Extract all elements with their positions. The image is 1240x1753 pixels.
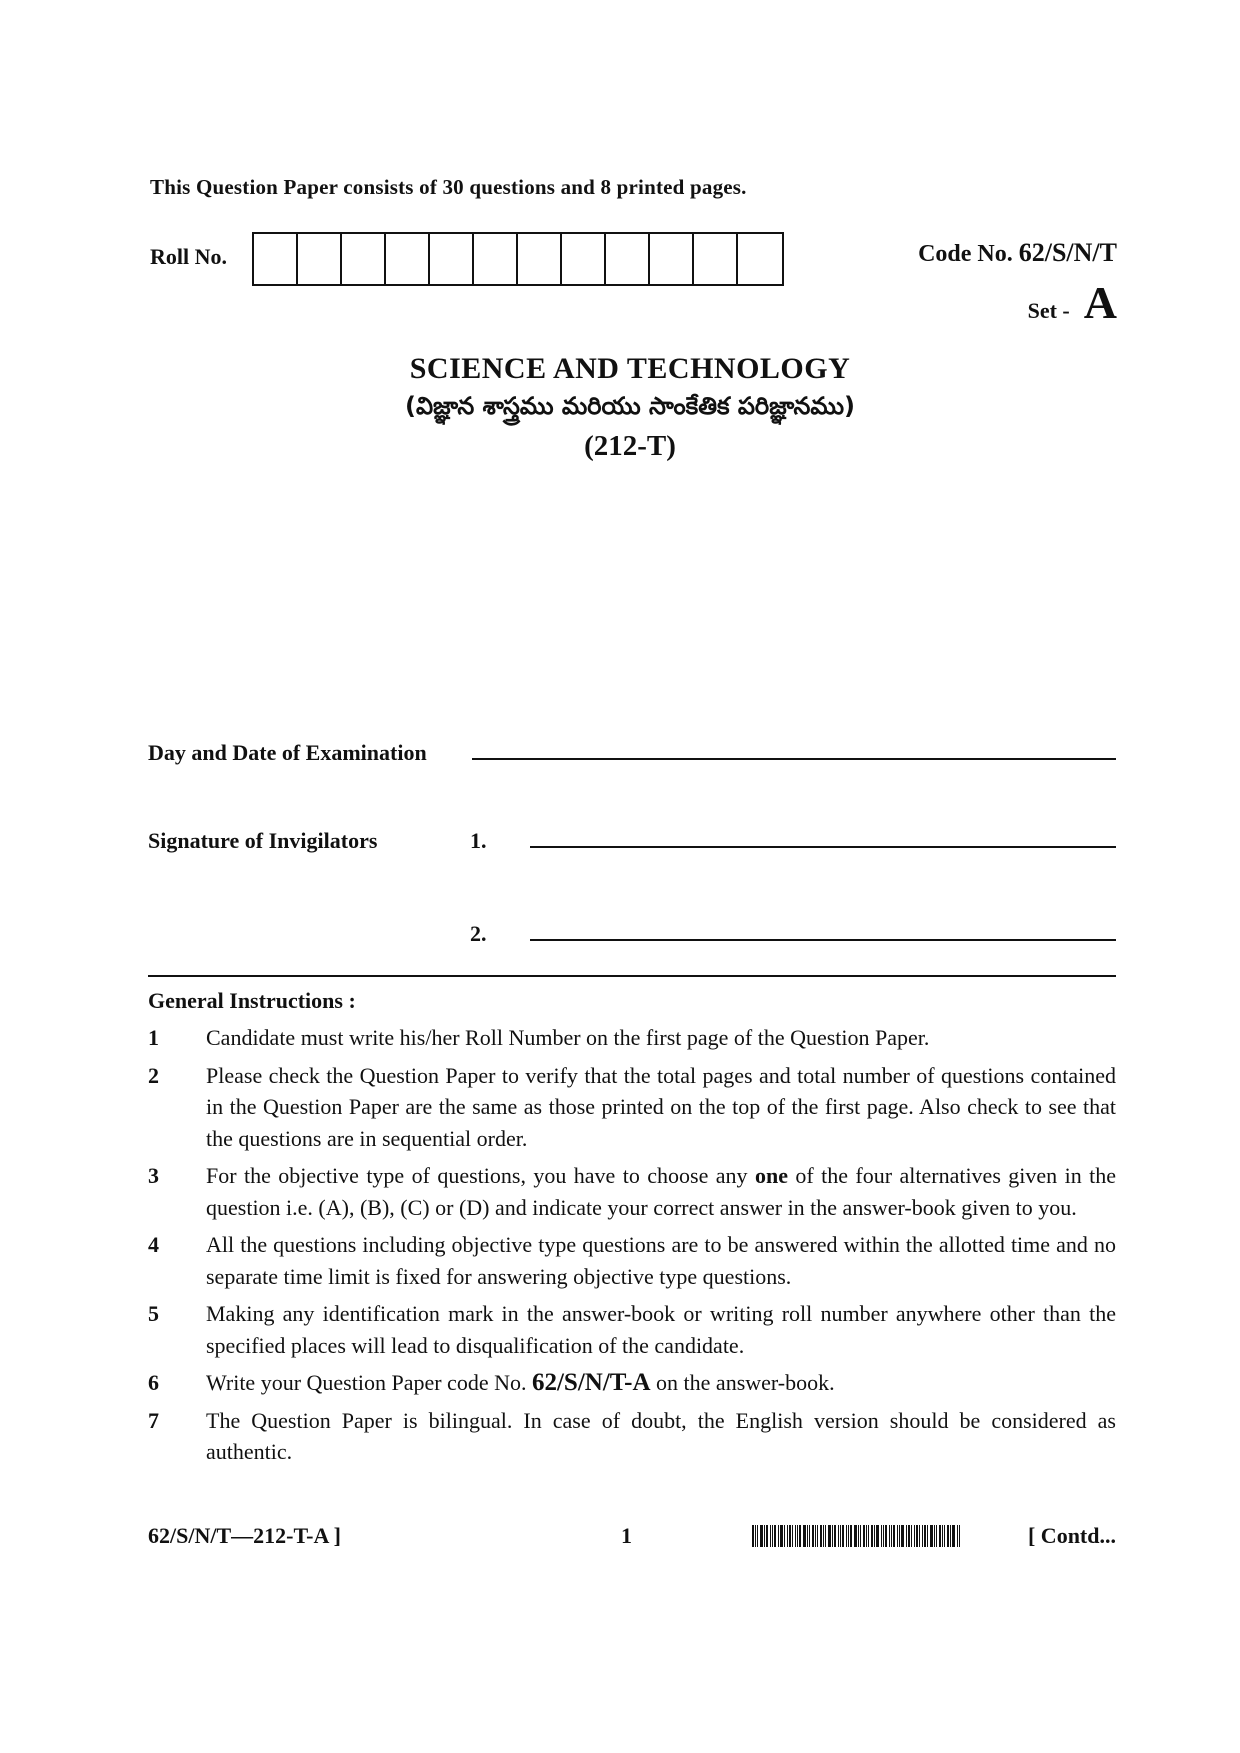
barcode-bar <box>760 1525 763 1547</box>
instruction-text: Write your Question Paper code No. 62/S/N/T-A on the answer-book. <box>206 1369 835 1396</box>
subject-title-telugu: (విజ్ఞాన శాస్త్రము మరియు సాంకేతిక పరిజ్ఞానము) <box>404 392 856 420</box>
answer-book-code: 62/S/N/T-A <box>531 1369 651 1396</box>
barcode-bar <box>889 1525 890 1547</box>
subject-title: SCIENCE AND TECHNOLOGY <box>409 352 851 385</box>
roll-number-box[interactable] <box>298 234 342 284</box>
barcode-bar <box>797 1525 798 1547</box>
barcode-bar <box>947 1525 949 1547</box>
barcode-bar <box>881 1525 882 1547</box>
roll-number-box[interactable] <box>518 234 562 284</box>
barcode-bar <box>792 1525 793 1547</box>
barcode-bar <box>911 1525 912 1547</box>
code-label: Code No. <box>918 241 1013 267</box>
barcode-bar <box>757 1525 758 1547</box>
instruction-number: 6 <box>148 1370 159 1395</box>
invigilator-1-signature-line[interactable] <box>530 846 1116 848</box>
instruction-item <box>148 1060 1116 1155</box>
instruction-text: For the objective type of questions, you have to choose any one of the four alternatives given in the question i.e. (A), (B), (C) or (D) and indicate your correct answer in the answer-book given to you. <box>206 1163 1116 1220</box>
barcode-bar <box>803 1525 806 1547</box>
barcode-bar <box>809 1525 810 1547</box>
barcode-bar <box>893 1525 895 1547</box>
roll-number-box[interactable] <box>562 234 606 284</box>
barcode-bar <box>807 1525 808 1547</box>
instruction-item <box>148 1367 1116 1399</box>
barcode-bar <box>883 1525 884 1547</box>
roll-number-box[interactable] <box>738 234 782 284</box>
barcode-bar <box>914 1525 915 1547</box>
barcode-bar <box>906 1525 907 1547</box>
barcode-bar <box>770 1525 771 1547</box>
barcode-image <box>752 1525 990 1547</box>
instruction-text: All the questions including objective type questions are to be answered within the allotted time and no separate time limit is fixed for answering objective type questions. <box>206 1232 1116 1289</box>
roll-number-label: Roll No. <box>150 244 227 269</box>
set-label: Set - <box>1027 298 1070 323</box>
instruction-number: 4 <box>148 1232 159 1257</box>
roll-number-box[interactable] <box>254 234 298 284</box>
barcode-bar <box>959 1525 960 1547</box>
barcode-bar <box>934 1525 935 1547</box>
roll-number-box[interactable] <box>430 234 474 284</box>
barcode-bar <box>876 1525 879 1547</box>
barcode-bar <box>787 1525 788 1547</box>
barcode-bar <box>850 1525 852 1547</box>
instruction-text: Please check the Question Paper to verify that the total pages and total number of questions contained in the Question Paper are the same as those printed on the top of the first page. Also check to see that the questions are in sequential order. <box>206 1062 1116 1151</box>
barcode-bar <box>840 1525 841 1547</box>
barcode-bar <box>901 1525 904 1547</box>
exam-date-label: Day and Date of Examination <box>148 740 427 765</box>
barcode-bar <box>891 1525 892 1547</box>
barcode-bar <box>846 1525 847 1547</box>
roll-number-box[interactable] <box>650 234 694 284</box>
barcode-bar <box>764 1525 765 1547</box>
barcode-bar <box>897 1525 898 1547</box>
barcode-bar <box>944 1525 945 1547</box>
barcode-bar <box>874 1525 875 1547</box>
instruction-item <box>148 1298 1116 1361</box>
instruction-item <box>148 1160 1116 1223</box>
invigilator-2-number: 2. <box>470 921 487 946</box>
barcode-bar <box>766 1525 768 1547</box>
instruction-text: The Question Paper is bilingual. In case of doubt, the English version should be considered as authentic. <box>206 1407 1116 1464</box>
barcode-bar <box>832 1525 833 1547</box>
instruction-number: 2 <box>148 1062 159 1088</box>
barcode-bar <box>817 1525 818 1547</box>
barcode-bar <box>919 1525 920 1547</box>
barcode-bar <box>939 1525 941 1547</box>
instruction-number: 5 <box>148 1301 159 1326</box>
barcode-bar <box>885 1525 887 1547</box>
barcode-bar <box>825 1525 826 1547</box>
barcode-bar <box>922 1525 923 1547</box>
instruction-number: 1 <box>148 1025 159 1050</box>
barcode-bar <box>789 1525 791 1547</box>
barcode-bar <box>772 1525 773 1547</box>
roll-number-boxes[interactable] <box>252 232 784 286</box>
barcode-bar <box>868 1525 869 1547</box>
barcode-bar <box>780 1525 783 1547</box>
page-number: 1 <box>621 1523 632 1548</box>
barcode-bar <box>774 1525 776 1547</box>
barcode-bar <box>860 1525 861 1547</box>
barcode-bar <box>795 1525 796 1547</box>
barcode-bar <box>778 1525 779 1547</box>
roll-number-box[interactable] <box>474 234 518 284</box>
barcode-bar <box>858 1525 859 1547</box>
barcode-bar <box>815 1525 816 1547</box>
instructions-list <box>148 1022 1116 1474</box>
code-value: 62/S/N/T <box>1018 238 1117 267</box>
roll-number-box[interactable] <box>386 234 430 284</box>
barcode-bar <box>828 1525 831 1547</box>
section-divider <box>148 975 1116 977</box>
instruction-text: Making any identification mark in the answer-book or writing roll number anywhere other than the specified places will lead to disqualification of the candidate. <box>206 1301 1116 1358</box>
emphasis-one: one <box>754 1163 788 1188</box>
barcode-bar <box>866 1525 867 1547</box>
set-value: A <box>1083 277 1117 328</box>
instruction-number: 7 <box>148 1407 159 1433</box>
invigilators-label: Signature of Invigilators <box>148 828 378 853</box>
barcode-bar <box>834 1525 836 1547</box>
footer-paper-code: 62/S/N/T—212-T-A ] <box>148 1523 341 1548</box>
roll-number-box[interactable] <box>694 234 738 284</box>
barcode-bar <box>848 1525 849 1547</box>
roll-number-box[interactable] <box>342 234 386 284</box>
barcode-bar <box>812 1525 814 1547</box>
barcode-bar <box>799 1525 801 1547</box>
barcode-bar <box>842 1525 844 1547</box>
instructions-heading: General Instructions : <box>148 988 356 1013</box>
barcode-bar <box>916 1525 918 1547</box>
barcode-bar <box>752 1525 754 1547</box>
exam-date-line[interactable] <box>472 758 1116 760</box>
instruction-number: 3 <box>148 1163 159 1188</box>
barcode-bar <box>871 1525 873 1547</box>
barcode-bar <box>930 1525 933 1547</box>
instruction-item <box>148 1022 1116 1054</box>
barcode-bar <box>924 1525 926 1547</box>
continued-label: [ Contd... <box>1027 1523 1116 1548</box>
barcode-bar <box>838 1525 839 1547</box>
paper-info: This Question Paper consists of 30 questions and 8 printed pages. <box>150 175 747 199</box>
barcode-bar <box>854 1525 857 1547</box>
invigilator-1-number: 1. <box>470 828 487 853</box>
instruction-text: Candidate must write his/her Roll Number on the first page of the Question Paper. <box>206 1025 930 1050</box>
barcode-bar <box>823 1525 824 1547</box>
barcode-bar <box>899 1525 900 1547</box>
barcode-bar <box>952 1525 955 1547</box>
instruction-item <box>148 1229 1116 1292</box>
invigilator-2-signature-line[interactable] <box>530 939 1116 941</box>
barcode-bar <box>950 1525 951 1547</box>
barcode-bar <box>957 1525 958 1547</box>
roll-number-box[interactable] <box>606 234 650 284</box>
barcode-bar <box>908 1525 910 1547</box>
barcode-bar <box>927 1525 928 1547</box>
barcode-bar <box>755 1525 756 1547</box>
title-block <box>0 352 1240 463</box>
barcode-bar <box>942 1525 943 1547</box>
subject-code: (212-T) <box>584 430 676 462</box>
barcode-bar <box>936 1525 937 1547</box>
instruction-item <box>148 1405 1116 1468</box>
barcode-bar <box>820 1525 822 1547</box>
barcode-bar <box>863 1525 865 1547</box>
barcode-bar <box>784 1525 785 1547</box>
code-number <box>918 238 1117 268</box>
set-indicator <box>1028 276 1117 329</box>
